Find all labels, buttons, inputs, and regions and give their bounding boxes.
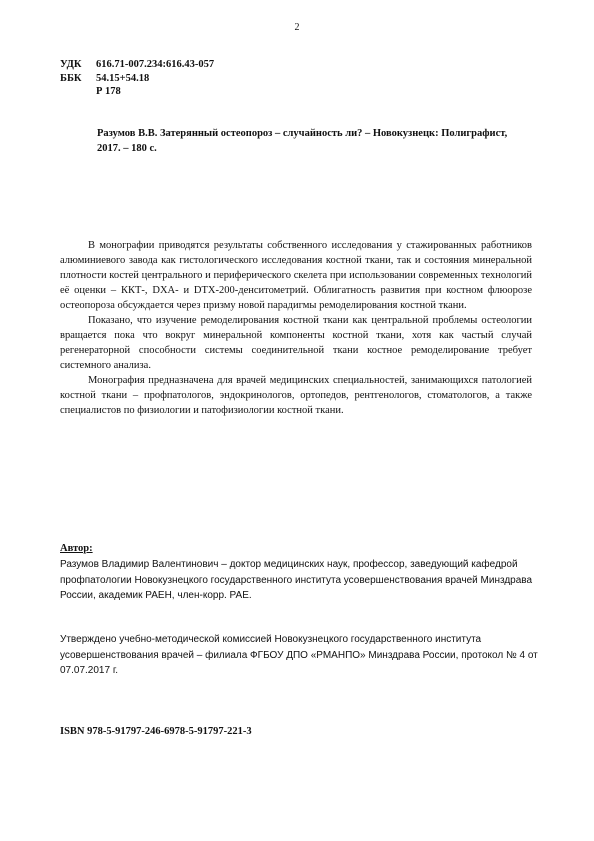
abstract [60, 238, 532, 418]
bibliographic-reference: Разумов В.В. Затерянный остеопороз – случайность ли? – Новокузнецк: Полиграфист, 2017. – 180 с. [97, 128, 508, 154]
udc-value: 616.71-007.234:616.43-057 [96, 59, 215, 70]
bbk-row [60, 72, 214, 86]
author-mark-label [60, 85, 96, 99]
abstract-paragraph: В монографии приводятся результаты собственного исследования у стажированных работников алюминиевого завода как гистологического исследования костной ткани, так и состояния минеральной плотности костей центрального и периферического скелета при использовании современных технологий её оценки – ККТ-, DXA- и DTX-200-денситометрий. Облигатность развития при костном флюорозе остеопороза обсуждается через призму новой парадигмы ремоделирования костной ткани. [60, 240, 532, 311]
author-heading: Автор: [60, 543, 93, 554]
abstract-paragraph: Монография предназначена для врачей медицинских специальностей, занимающихся патологией костной ткани – профпатологов, эндокринологов, ортопедов, рентгенологов, стоматологов, а также специалистов по физиологии и патофизиологии костной ткани. [60, 375, 532, 416]
page-number: 2 [294, 22, 300, 33]
author-mark-row [60, 85, 214, 99]
bbk-value: 54.15+54.18 [96, 72, 150, 84]
approval-note: Утверждено учебно-методической комиссией Новокузнецкого государственного института усовершенствования врачей – филиала ФГБОУ ДПО «РМАНПО» Минздрава России, протокол № 4 от 07.07.2017 г. [60, 634, 538, 676]
classification-block [60, 58, 214, 99]
abstract-paragraph: Показано, что изучение ремоделирования костной ткани как центральной проблемы остеологии вращается пока что вокруг минеральной компоненты костной ткани, хотя как частый случай регенераторной способности системы соединительной ткани костное ремоделирование требует системного анализа. [60, 315, 532, 371]
author-description: Разумов Владимир Валентинович – доктор медицинских наук, профессор, заведующий кафедрой профпатологии Новокузнецкого государственного института усовершенствования врачей Минздрава России, академик РАЕН, член-корр. РАЕ. [60, 559, 533, 601]
udc-row [60, 58, 214, 72]
udc-label: УДК [60, 59, 82, 70]
isbn: ISBN 978-5-91797-246-6978-5-91797-221-3 [60, 726, 252, 737]
author-mark-value: Р 178 [96, 86, 121, 97]
bbk-label: ББК [60, 72, 82, 84]
